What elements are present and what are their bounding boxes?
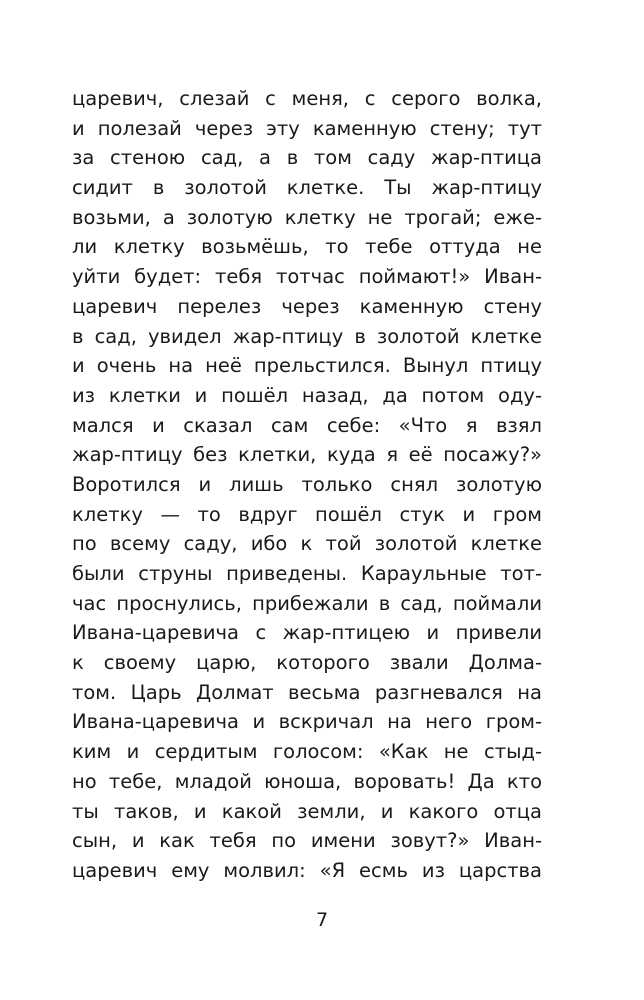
text-line: сын, и как тебя по имени зовут?» Иван- [72, 829, 542, 853]
text-line: клетку — то вдруг пошёл стук и гром [72, 502, 542, 526]
text-line: возьми, а золотую клетку не трогай; еже- [72, 205, 542, 229]
text-line: ты таков, и какой земли, и какого отца [72, 799, 542, 823]
text-line: были струны приведены. Караульные тот- [72, 562, 542, 585]
text-line: по всему саду, ибо к той золотой клетке [72, 532, 542, 556]
text-line: Ивана-царевича и вскричал на него гром- [72, 710, 542, 734]
text-line: но тебе, младой юноша, воровать! Да кто [72, 769, 542, 793]
text-line: ким и сердитым голосом: «Как не стыд- [72, 740, 542, 764]
text-line: царевич ему молвил: «Я есмь из царства [72, 858, 542, 882]
text-line: за стеною сад, а в том саду жар-птица [72, 146, 542, 170]
text-line: и полезай через эту каменную стену; тут [72, 116, 542, 140]
text-line: мался и сказал сам себе: «Что я взял [72, 413, 542, 437]
text-line: жар-птицу без клетки, куда я её посажу?» [72, 443, 542, 467]
page-number: 7 [315, 909, 329, 931]
text-line: Воротился и лишь только снял золотую [72, 472, 542, 496]
body-text [72, 84, 542, 886]
text-line: и очень на неё прельстился. Вынул птицу [72, 354, 542, 378]
text-line: час проснулись, прибежали в сад, поймали [72, 591, 542, 615]
text-line: сидит в золотой клетке. Ты жар-птицу [72, 176, 542, 200]
text-line: уйти будет: тебя тотчас поймают!» Иван- [72, 265, 542, 289]
text-line: к своему царю, которого звали Долма- [72, 651, 542, 675]
text-line: царевич перелез через каменную стену [72, 294, 542, 318]
text-line: в сад, увидел жар-птицу в золотой клетке [72, 324, 542, 348]
text-line: из клетки и пошёл назад, да потом оду- [72, 383, 542, 407]
text-line: царевич, слезай с меня, с серого волка, [72, 87, 542, 110]
text-line: Ивана-царевича с жар-птицею и привели [72, 621, 542, 645]
text-line: том. Царь Долмат весьма разгневался на [72, 680, 542, 704]
text-line: ли клетку возьмёшь, то тебе оттуда не [72, 235, 542, 259]
